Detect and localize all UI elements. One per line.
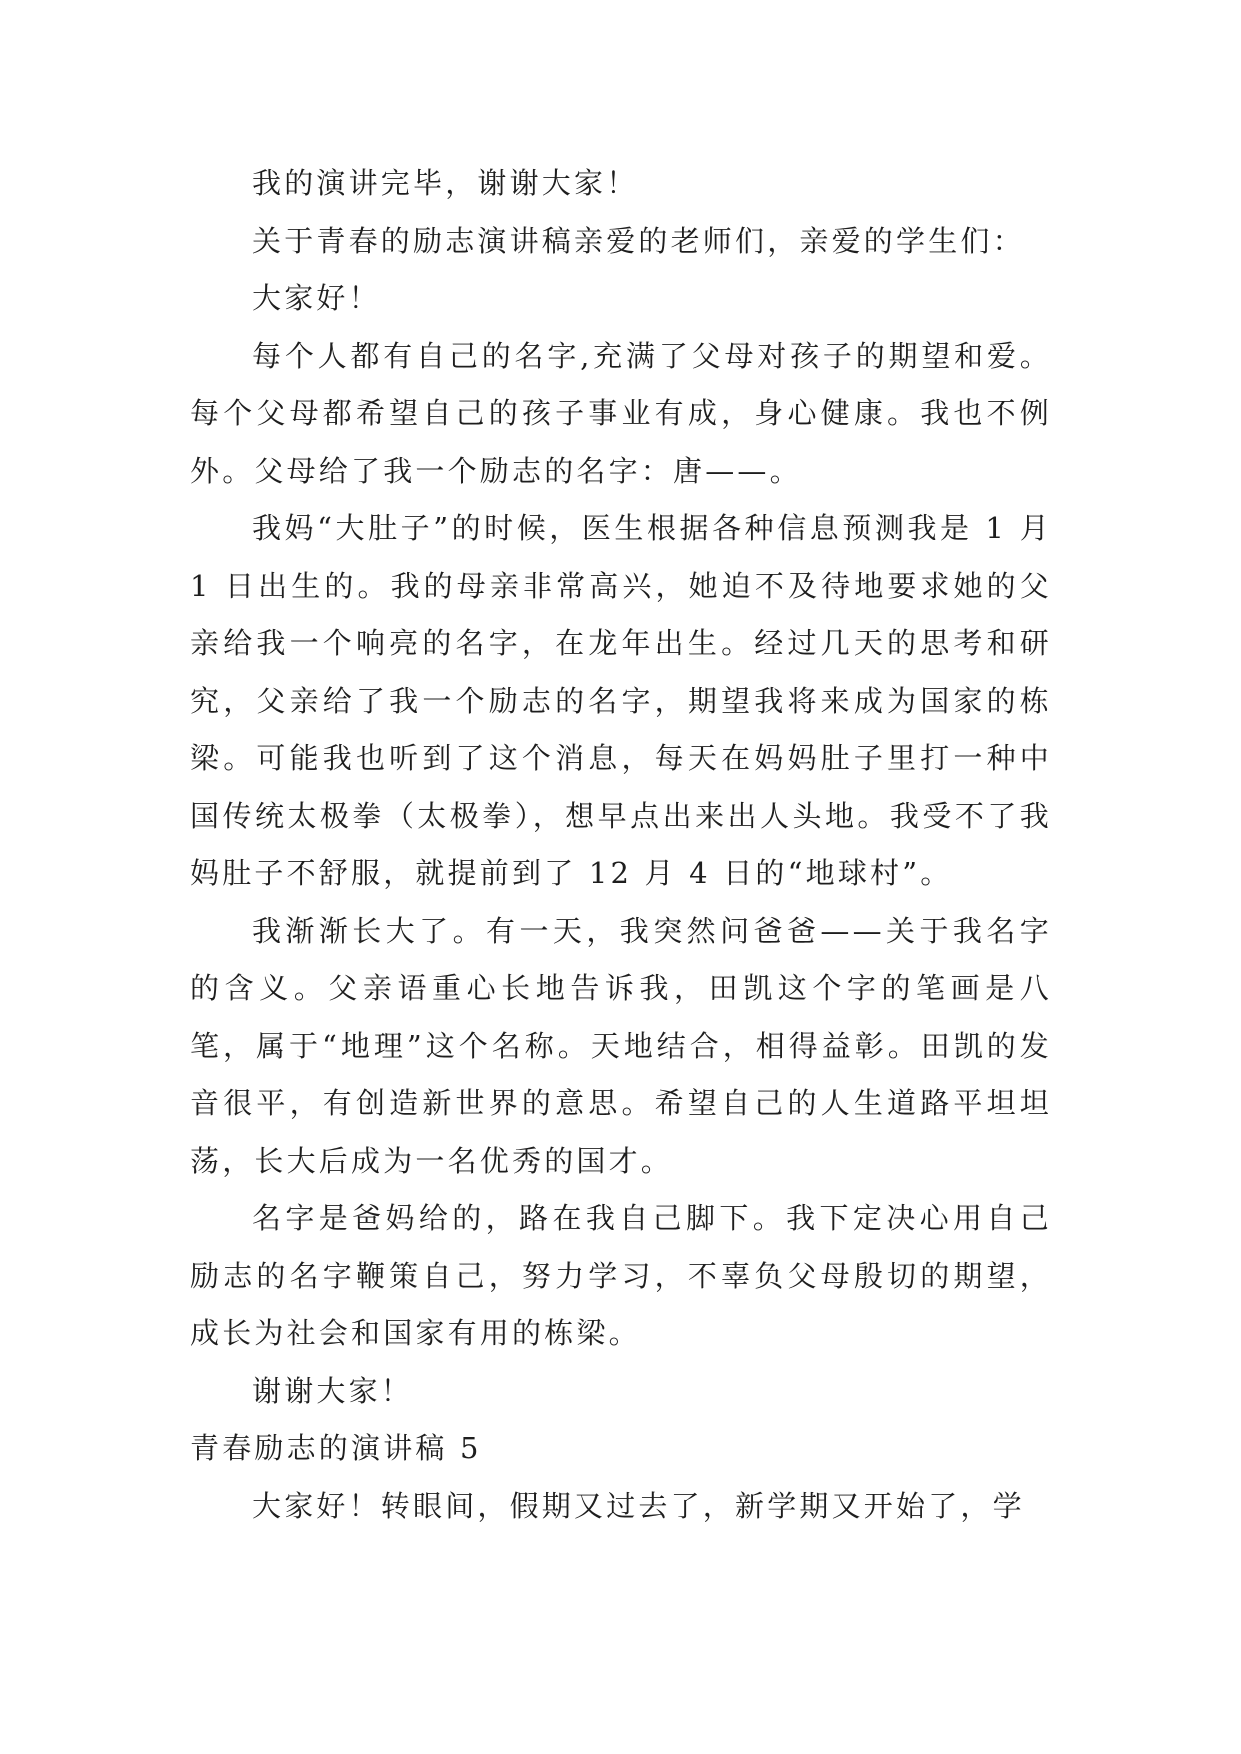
paragraph-resolution: 名字是爸妈给的，路在我自己脚下。我下定决心用自己励志的名字鞭策自己，努力学习，不辜负父母殷切的期望，成长为社会和国家有用的栋梁。 [190,1201,1052,1350]
document-body [190,155,1052,1535]
paragraph-closing-remark: 我的演讲完毕，谢谢大家！ [252,166,639,200]
paragraph-greeting: 大家好！ [252,281,381,315]
paragraph-new-semester: 大家好！转眼间，假期又过去了，新学期又开始了，学 [252,1488,1025,1523]
paragraph-birth-story: 我妈“大肚子”的时候，医生根据各种信息预测我是 1 月 1 日出生的。我的母亲非常高兴，她迫不及待地要求她的父亲给我一个响亮的名字，在龙年出生。经过几天的思考和研究，父亲给了我一个励志的名字，期望我将来成为国家的栋梁。可能我也听到了这个消息，每天在妈妈肚子里打一种中国传统太极拳（太极拳），想早点出来出人头地。我受不了我妈肚子不舒服，就提前到了 12 月 4 日的“地球村”。 [190,511,1052,890]
section-title: 青春励志的演讲稿 5 [190,1431,482,1465]
paragraph-name-meaning: 我渐渐长大了。有一天，我突然问爸爸——关于我名字的含义。父亲语重心长地告诉我，田凯这个字的笔画是八笔，属于“地理”这个名称。天地结合，相得益彰。田凯的发音很平，有创造新世界的意思。希望自己的人生道路平坦坦荡，长大后成为一名优秀的国才。 [190,913,1052,1178]
paragraph-speech-title: 关于青春的励志演讲稿亲爱的老师们，亲爱的学生们： [252,223,1025,258]
paragraph-thanks: 谢谢大家！ [252,1373,414,1408]
paragraph-name-intro: 每个人都有自己的名字,充满了父母对孩子的期望和爱。每个父母都希望自己的孩子事业有成，身心健康。我也不例外。父母给了我一个励志的名字：唐——。 [190,338,1052,488]
